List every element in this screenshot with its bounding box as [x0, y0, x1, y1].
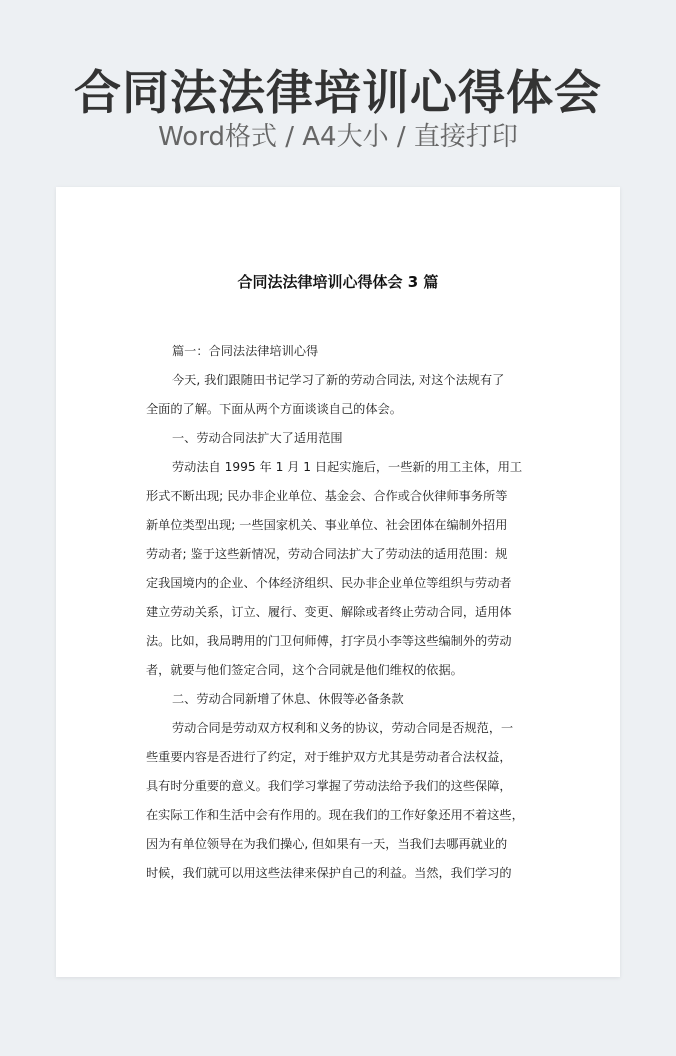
- document-line: 在实际工作和生活中会有作用的。现在我们的工作好象还用不着这些，: [146, 808, 524, 822]
- document-line: 全面的了解。下面从两个方面谈谈自己的体会。: [146, 402, 402, 416]
- document-page: [56, 187, 620, 977]
- document-line: 法。比如，我局聘用的门卫何师傅，打字员小李等这些编制外的劳动: [146, 634, 512, 648]
- document-line: 劳动合同是劳动双方权利和义务的协议，劳动合同是否规范，一: [172, 721, 514, 735]
- document-line: 劳动者; 鉴于这些新情况，劳动合同法扩大了劳动法的适用范围：规: [146, 547, 508, 561]
- document-line: 形式不断出现; 民办非企业单位、基金会、合作或合伙律师事务所等: [146, 489, 508, 503]
- document-line: 一、劳动合同法扩大了适用范围: [172, 431, 343, 445]
- document-line: 具有时分重要的意义。我们学习掌握了劳动法给予我们的这些保障，: [146, 779, 512, 793]
- document-line: 劳动法自 1995 年 1 月 1 日起实施后，一些新的用工主体，用工: [172, 460, 523, 474]
- document-line: 篇一：合同法法律培训心得: [172, 344, 319, 358]
- document-line: 建立劳动关系，订立、履行、变更、解除或者终止劳动合同，适用体: [146, 605, 512, 619]
- document-line: 些重要内容是否进行了约定，对于维护双方尤其是劳动者合法权益，: [146, 750, 512, 764]
- document-line: 新单位类型出现; 一些国家机关、事业单位、社会团体在编制外招用: [146, 518, 508, 532]
- page-header: [0, 0, 676, 170]
- document-body: [146, 337, 530, 888]
- document-line: 因为有单位领导在为我们操心, 但如果有一天，当我们去哪再就业的: [146, 837, 508, 851]
- page-subtitle: Word格式 / A4大小 / 直接打印: [158, 122, 518, 152]
- document-line: 者，就要与他们签定合同，这个合同就是他们维权的依据。: [146, 663, 463, 677]
- page-title: 合同法法律培训心得体会: [74, 66, 602, 121]
- document-line: 时候，我们就可以用这些法律来保护自己的利益。当然，我们学习的: [146, 866, 512, 880]
- document-line: 二、劳动合同新增了休息、休假等必备条款: [172, 692, 404, 706]
- document-line: 定我国境内的企业、个体经济组织、民办非企业单位等组织与劳动者: [146, 576, 512, 590]
- document-line: 今天, 我们跟随田书记学习了新的劳动合同法, 对这个法规有了: [172, 373, 505, 387]
- document-title: 合同法法律培训心得体会 3 篇: [237, 273, 439, 291]
